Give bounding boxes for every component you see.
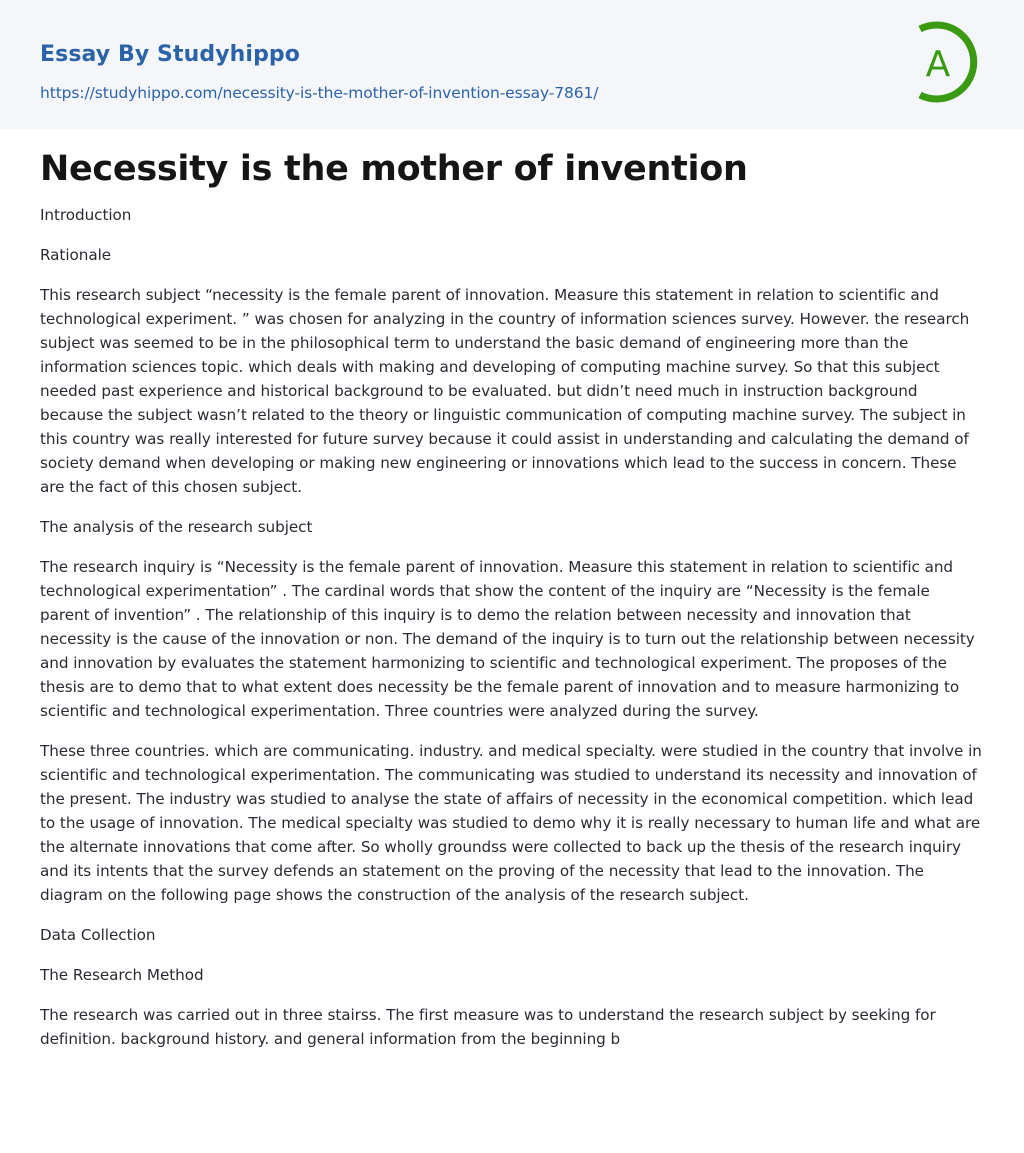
essay-content [0, 147, 1024, 1091]
paragraph-rationale: This research subject “necessity is the female parent of innovation. Measure this statement in relation to scientific and technological experiment. ” was chosen for analyzing in the country of information sciences survey. However. the research subject was seemed to be in the philosophical term to understand the basic demand of engineering more than the information sciences topic. which deals with making and developing of computing machine survey. So that this subject needed past experience and historical background to be evaluated. but didn’t need much in instruction background because the subject wasn’t related to the theory or linguistic communication of computing machine survey. The subject in this country was really interested for future survey because it could assist in understanding and calculating the demand of society demand when developing or making new engineering or innovations which lead to the success in concern. These are the fact of this chosen subject. [40, 286, 970, 496]
brand-title: Essay By Studyhippo [40, 42, 300, 67]
paragraph-research-method: The research was carried out in three stairss. The first measure was to understand the research subject by seeking for definition. background history. and general information from the beginning b [40, 1006, 936, 1048]
site-header [0, 0, 1024, 129]
paragraph-three-countries: These three countries. which are communicating. industry. and medical specialty. were studied in the country that involve in scientific and technological experimentation. The communicating was studied to understand its necessity and innovation of the present. The industry was studied to analyse the state of affairs of necessity in the economical competition. which lead to the usage of innovation. The medical specialty was studied to demo why it is really necessary to human life and what are the alternate innovations that come after. So wholly groundss were collected to back up the thesis of the research inquiry and its intents that the survey defends an statement on the proving of the necessity that lead to the innovation. The diagram on the following page shows the construction of the analysis of the research subject. [40, 742, 982, 904]
section-heading-rationale: Rationale [40, 246, 112, 264]
section-heading-data-collection: Data Collection [40, 926, 156, 944]
page-title: Necessity is the mother of invention [40, 149, 748, 189]
source-url-link[interactable]: https://studyhippo.com/necessity-is-the-mother-of-invention-essay-7861/ [40, 84, 599, 102]
logo-letter: A [925, 44, 951, 85]
studyhippo-logo-icon[interactable] [914, 20, 984, 104]
section-heading-research-method: The Research Method [40, 966, 204, 984]
paragraph-analysis: The research inquiry is “Necessity is the female parent of innovation. Measure this statement in relation to scientific and technological experimentation” . The cardinal words that show the content of the inquiry are “Necessity is the female parent of invention” . The relationship of this inquiry is to demo the relation between necessity and innovation that necessity is the cause of the innovation or non. The demand of the inquiry is to turn out the relationship between necessity and innovation by evaluates the statement harmonizing to scientific and technological experiment. The proposes of the thesis are to demo that to what extent does necessity be the female parent of innovation and to measure harmonizing to scientific and technological experimentation. Three countries were analyzed during the survey. [40, 558, 975, 720]
section-heading-introduction: Introduction [40, 206, 132, 224]
section-heading-analysis: The analysis of the research subject [40, 518, 313, 536]
